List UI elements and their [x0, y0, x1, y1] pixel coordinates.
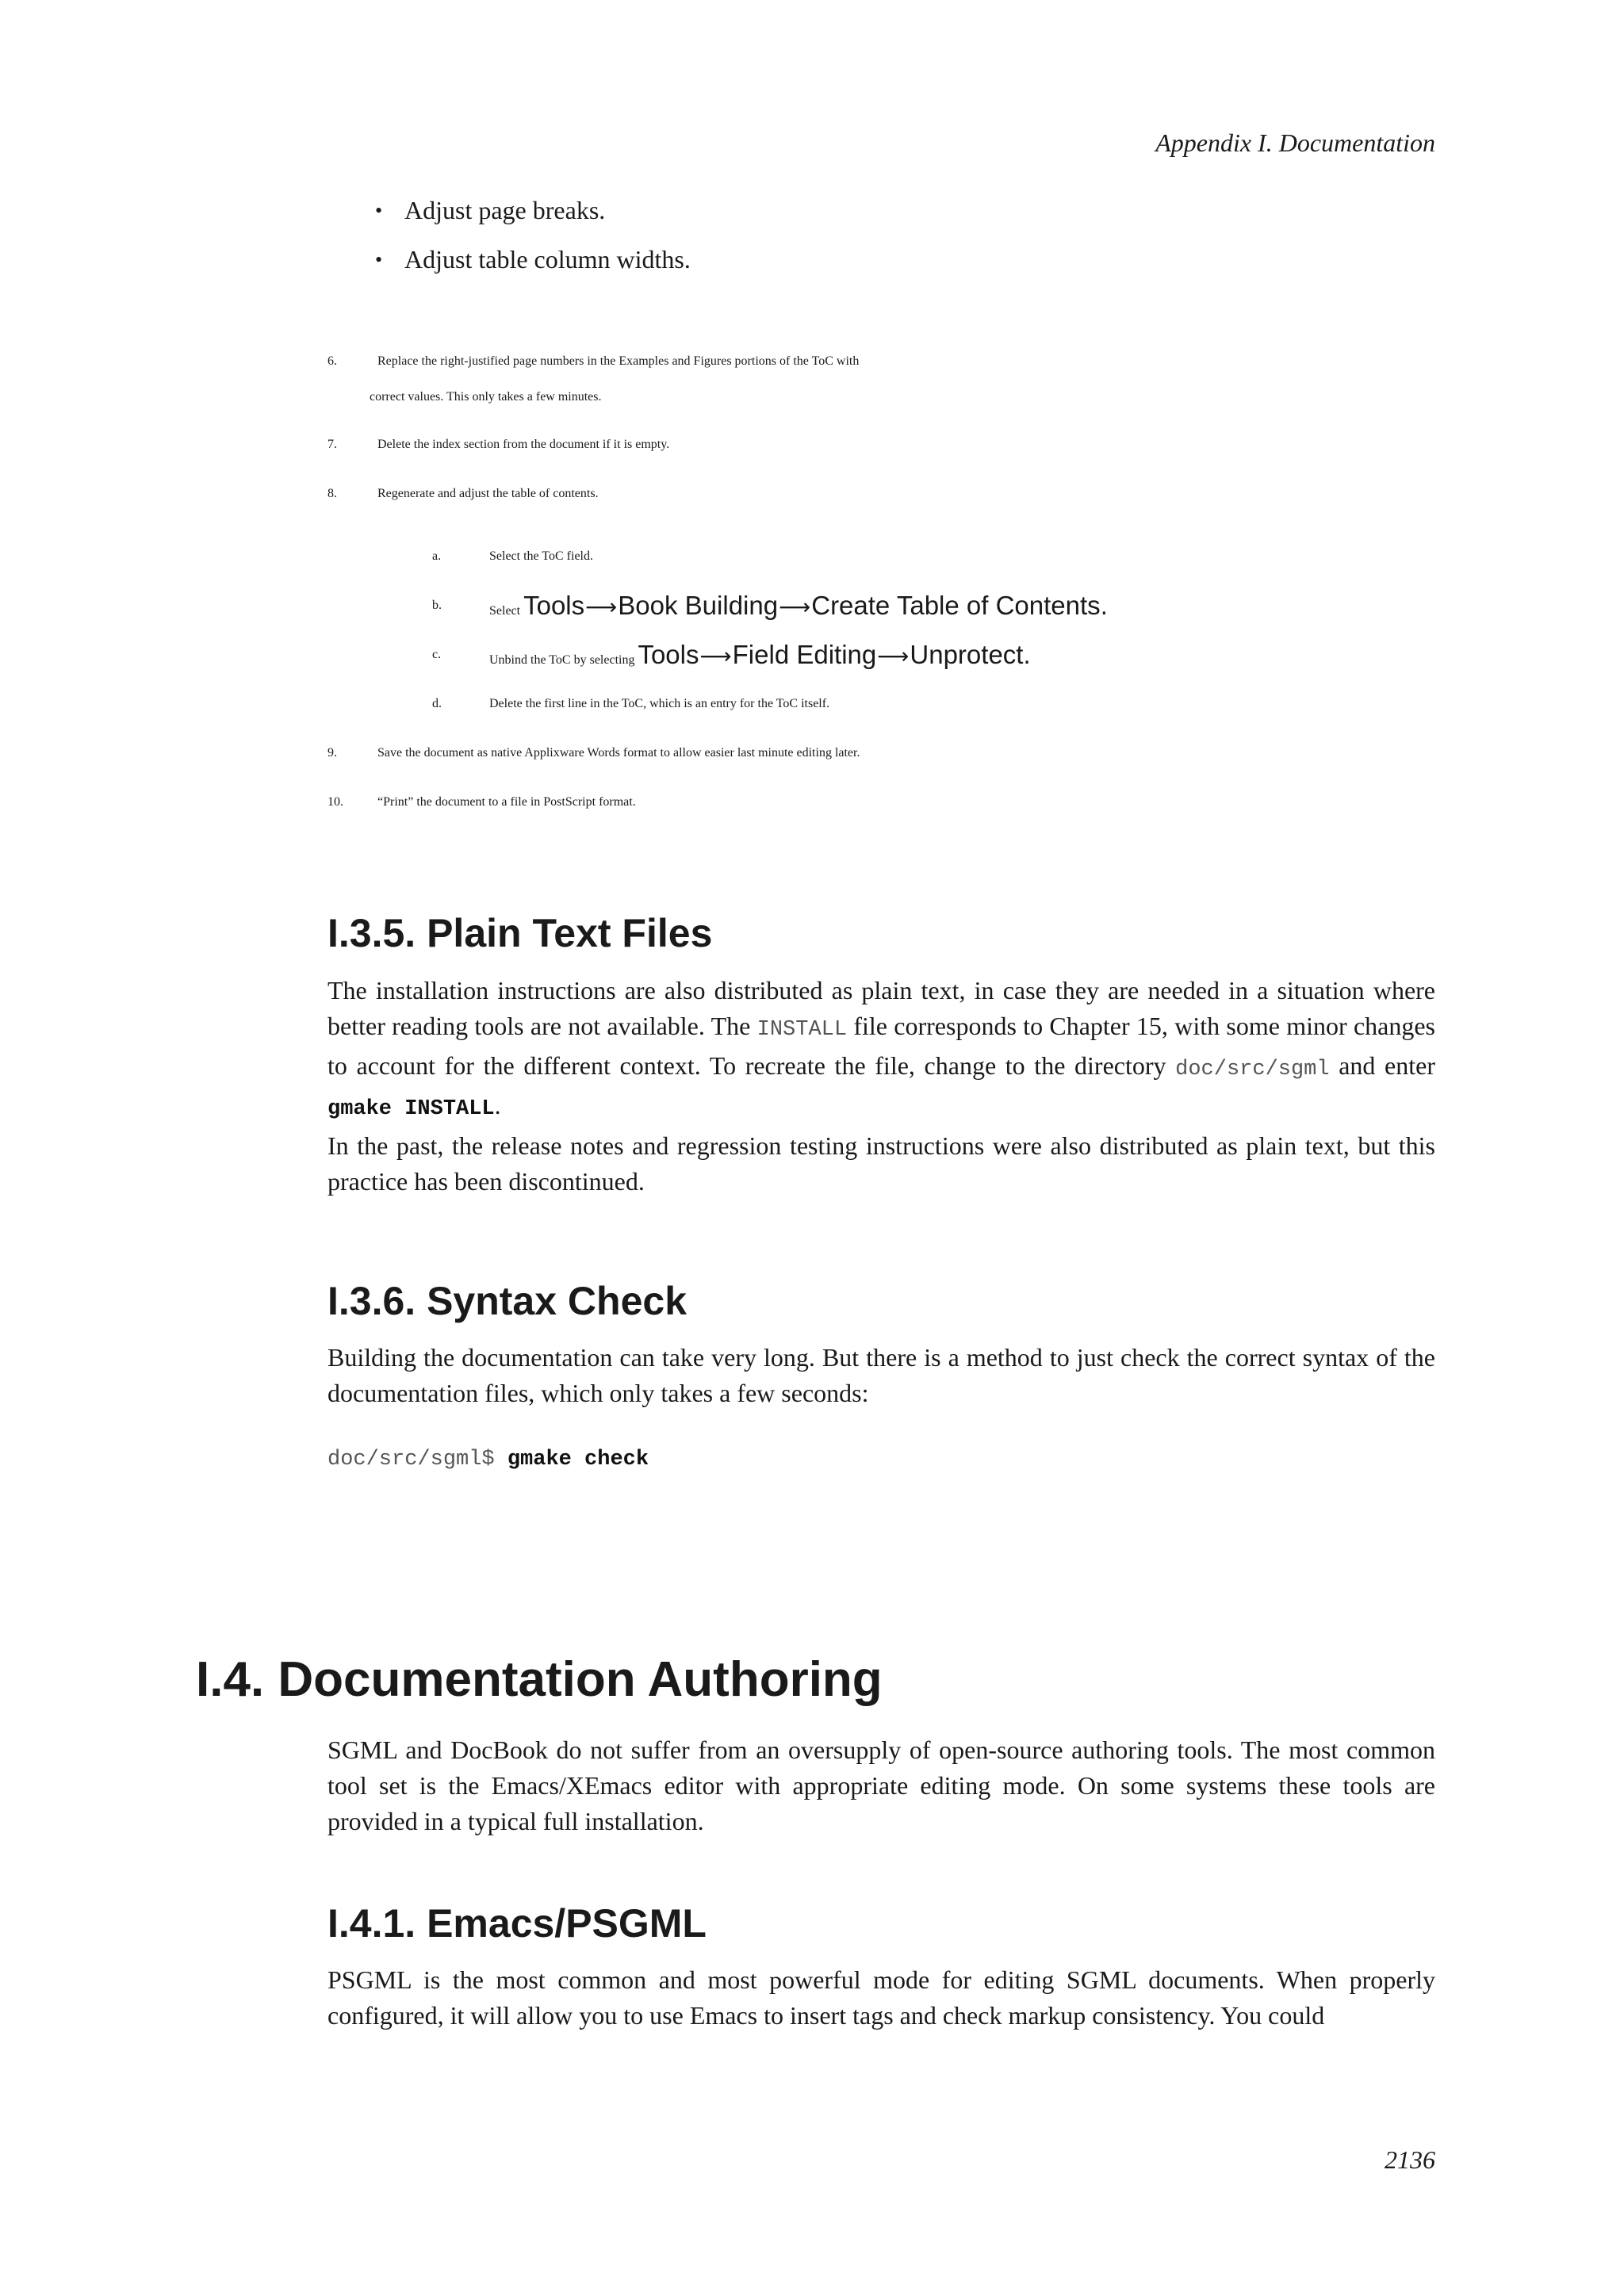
- substep-prefix: Unbind the ToC by selecting: [489, 653, 638, 667]
- substep-label: a.: [432, 549, 442, 563]
- step-text: [370, 343, 1435, 415]
- bullet-item: • Adjust page breaks.: [373, 193, 691, 242]
- substep-text: [489, 587, 1435, 629]
- section-heading-syntax-check: I.3.6. Syntax Check: [327, 1279, 688, 1323]
- menu-arrow-icon: ⟶: [699, 643, 732, 669]
- filename-install: INSTALL: [756, 1018, 848, 1042]
- step-text: “Print” the document to a file in PostScript format.: [377, 795, 636, 809]
- step-number: 6.: [327, 354, 337, 368]
- paragraph: PSGML is the most common and most powerful mode for editing SGML documents. When properly configured, it will allow you to use Emacs to insert tags and check markup consistency. You could: [327, 1965, 1435, 2030]
- paragraph: SGML and DocBook do not suffer from an oversupply of open-source authoring tools. The most common tool set is the Emacs/XEmacs editor with appropriate editing mode. On some systems these tools are provided in a typical full installation.: [327, 1735, 1435, 1835]
- substep-text: Select the ToC field.: [489, 549, 593, 563]
- section-heading-emacs-psgml: I.4.1. Emacs/PSGML: [327, 1901, 707, 1946]
- step-number: 8.: [327, 487, 337, 500]
- substep-text: [489, 637, 1435, 678]
- menu-arrow-icon: ⟶: [585, 594, 618, 620]
- substep-suffix: .: [1023, 640, 1031, 669]
- step-text-line: correct values. This only takes a few minutes.: [370, 390, 602, 404]
- substep-label: d.: [432, 697, 442, 710]
- step-10: [327, 784, 1435, 820]
- menu-path-unprotect: Unprotect: [910, 640, 1024, 669]
- shell-command: gmake check: [507, 1448, 649, 1471]
- step-text: Regenerate and adjust the table of contents.: [377, 487, 599, 500]
- step-number: 10.: [327, 795, 343, 809]
- substep-text: Delete the first line in the ToC, which is an entry for the ToC itself.: [489, 697, 830, 710]
- step-7: [327, 427, 1435, 462]
- substep-a: [432, 538, 1435, 574]
- text-run: and enter: [1329, 1051, 1436, 1080]
- paragraph: Building the documentation can take very long. But there is a method to just check the correct syntax of the documentation files, which only takes a few seconds:: [327, 1343, 1435, 1407]
- menu-path-field-editing: Field Editing: [732, 640, 877, 669]
- text-run: file corresponds to Chapter 15, with some minor changes to account for the different context. To recreate the file, change to the directory: [327, 1012, 1436, 1080]
- substep-b: [432, 587, 1435, 629]
- emacs-paragraph: [327, 1962, 1435, 2034]
- step-text: Delete the index section from the document if it is empty.: [377, 438, 670, 451]
- chapter-heading-documentation-authoring: I.4. Documentation Authoring: [196, 1652, 883, 1707]
- substep-label: c.: [432, 648, 442, 661]
- step-number: 7.: [327, 438, 337, 451]
- text-run: The installation instructions are also distributed as plain text, in case they are needed in a situation where better reading tools are not available. The: [327, 976, 1435, 1040]
- paragraph: In the past, the release notes and regression testing instructions were also distributed as plain text, but this practice has been discontinued.: [327, 1131, 1435, 1196]
- authoring-paragraph: [327, 1732, 1435, 1839]
- substep-suffix: .: [1100, 591, 1108, 620]
- paragraph: [327, 973, 1435, 1127]
- code-example: [327, 1445, 649, 1471]
- step-9: [327, 735, 1435, 771]
- menu-arrow-icon: ⟶: [877, 643, 910, 669]
- step-text-line: Replace the right-justified page numbers in the Examples and Figures portions of the ToC with: [377, 354, 860, 368]
- bullet-list: [373, 193, 691, 291]
- substep-prefix: Select: [489, 604, 524, 618]
- substep-label: b.: [432, 599, 442, 612]
- substep-d: [432, 686, 1435, 721]
- plain-text-paragraph-2: [327, 1128, 1435, 1200]
- command-text: gmake INSTALL: [327, 1097, 495, 1121]
- running-header: Appendix I. Documentation: [1155, 128, 1435, 157]
- step-text: Save the document as native Applixware Words format to allow easier last minute editing later.: [377, 746, 860, 760]
- menu-path-book-building: Book Building: [618, 591, 779, 620]
- menu-path-tools: Tools: [638, 640, 699, 669]
- menu-path-tools: Tools: [523, 591, 585, 620]
- plain-text-paragraph-1: [327, 973, 1435, 1127]
- step-8: [327, 476, 1435, 511]
- syntax-paragraph: [327, 1340, 1435, 1411]
- shell-prompt: doc/src/sgml$: [327, 1448, 508, 1471]
- step-number: 9.: [327, 746, 337, 760]
- section-heading-plain-text-files: I.3.5. Plain Text Files: [327, 911, 713, 955]
- text-run: .: [494, 1091, 501, 1119]
- menu-path-create-toc: Create Table of Contents: [811, 591, 1101, 620]
- menu-arrow-icon: ⟶: [779, 594, 811, 620]
- directory-path: doc/src/sgml: [1175, 1058, 1330, 1081]
- substep-c: [432, 637, 1435, 678]
- bullet-item: • Adjust table column widths.: [373, 242, 691, 291]
- page-number: 2136: [1385, 2145, 1435, 2174]
- step-6: [327, 343, 1435, 415]
